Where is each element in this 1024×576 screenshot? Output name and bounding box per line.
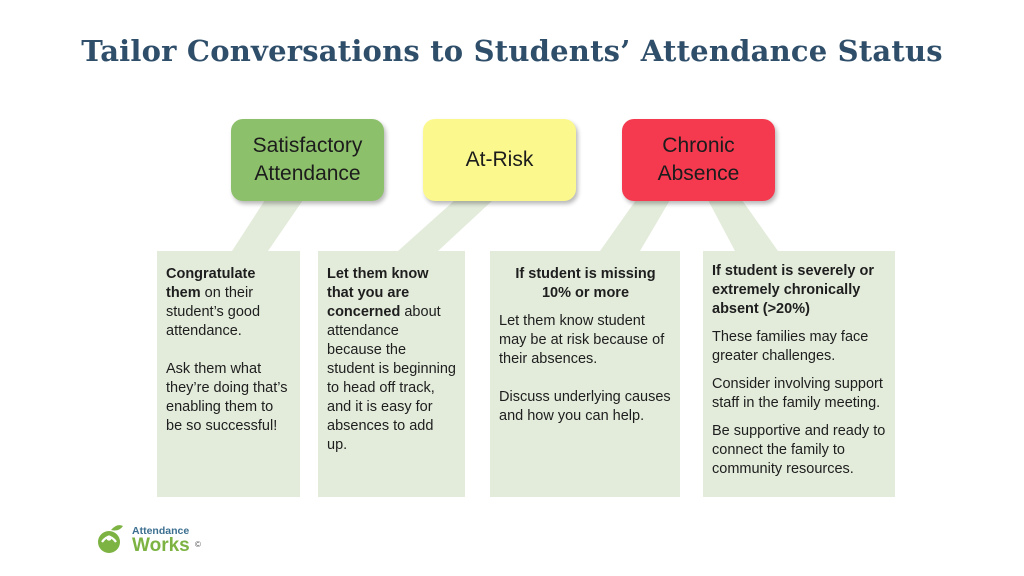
connector-satisfactory <box>232 200 303 251</box>
panel-severe <box>703 251 895 497</box>
status-chronic-line1: Chronic <box>662 134 735 157</box>
connector-chronic-severe <box>708 200 778 251</box>
logo-line1: Attendance <box>132 525 190 537</box>
status-at-risk <box>423 119 576 201</box>
panel-severe-text1: These families may face greater challenges. <box>712 329 869 364</box>
panel-satisfactory <box>157 251 300 497</box>
status-satisfactory-line2: Attendance <box>254 162 361 185</box>
logo-line2: Works <box>132 535 190 556</box>
panel-chronic-text2: Discuss underlying causes and how you can help. <box>499 389 671 424</box>
connector-chronic-missing <box>600 200 670 251</box>
status-satisfactory-line1: Satisfactory <box>252 134 363 157</box>
status-chronic-line2: Absence <box>657 162 740 185</box>
panel-chronic-text1: Let them know student may be at risk because of their absences. <box>499 313 665 367</box>
panel-at-risk-text: about attendance because the student is beginning to head off track, and it is easy for absences to add up. <box>327 304 456 453</box>
status-chronic-absence <box>622 119 775 201</box>
panel-at-risk <box>318 251 465 497</box>
connector-at-risk <box>398 200 493 251</box>
panel-chronic-missing <box>490 251 680 497</box>
panel-chronic-heading: If student is missing 10% or more <box>515 266 656 301</box>
panel-severe-heading: If student is severely or extremely chronically absent (>20%) <box>712 263 874 317</box>
panel-severe-text3: Be supportive and ready to connect the family to community resources. <box>712 423 886 477</box>
panel-satisfactory-question: Ask them what they’re doing that’s enabling them to be so successful! <box>166 361 288 434</box>
page-title: Tailor Conversations to Students’ Attendance Status <box>81 34 943 68</box>
status-at-risk-label: At-Risk <box>465 148 534 171</box>
attendance-works-logo <box>96 522 216 558</box>
panel-satisfactory-text: on their student’s good attendance. <box>166 285 261 339</box>
logo-copyright: © <box>195 540 201 549</box>
panel-severe-text2: Consider involving support staff in the family meeting. <box>712 376 883 411</box>
panel-satisfactory-bold: Congratulate them <box>166 266 256 301</box>
panel-at-risk-bold: Let them know that you are concerned <box>327 266 429 320</box>
status-satisfactory-attendance <box>231 119 384 201</box>
apple-logo-icon <box>96 522 130 556</box>
